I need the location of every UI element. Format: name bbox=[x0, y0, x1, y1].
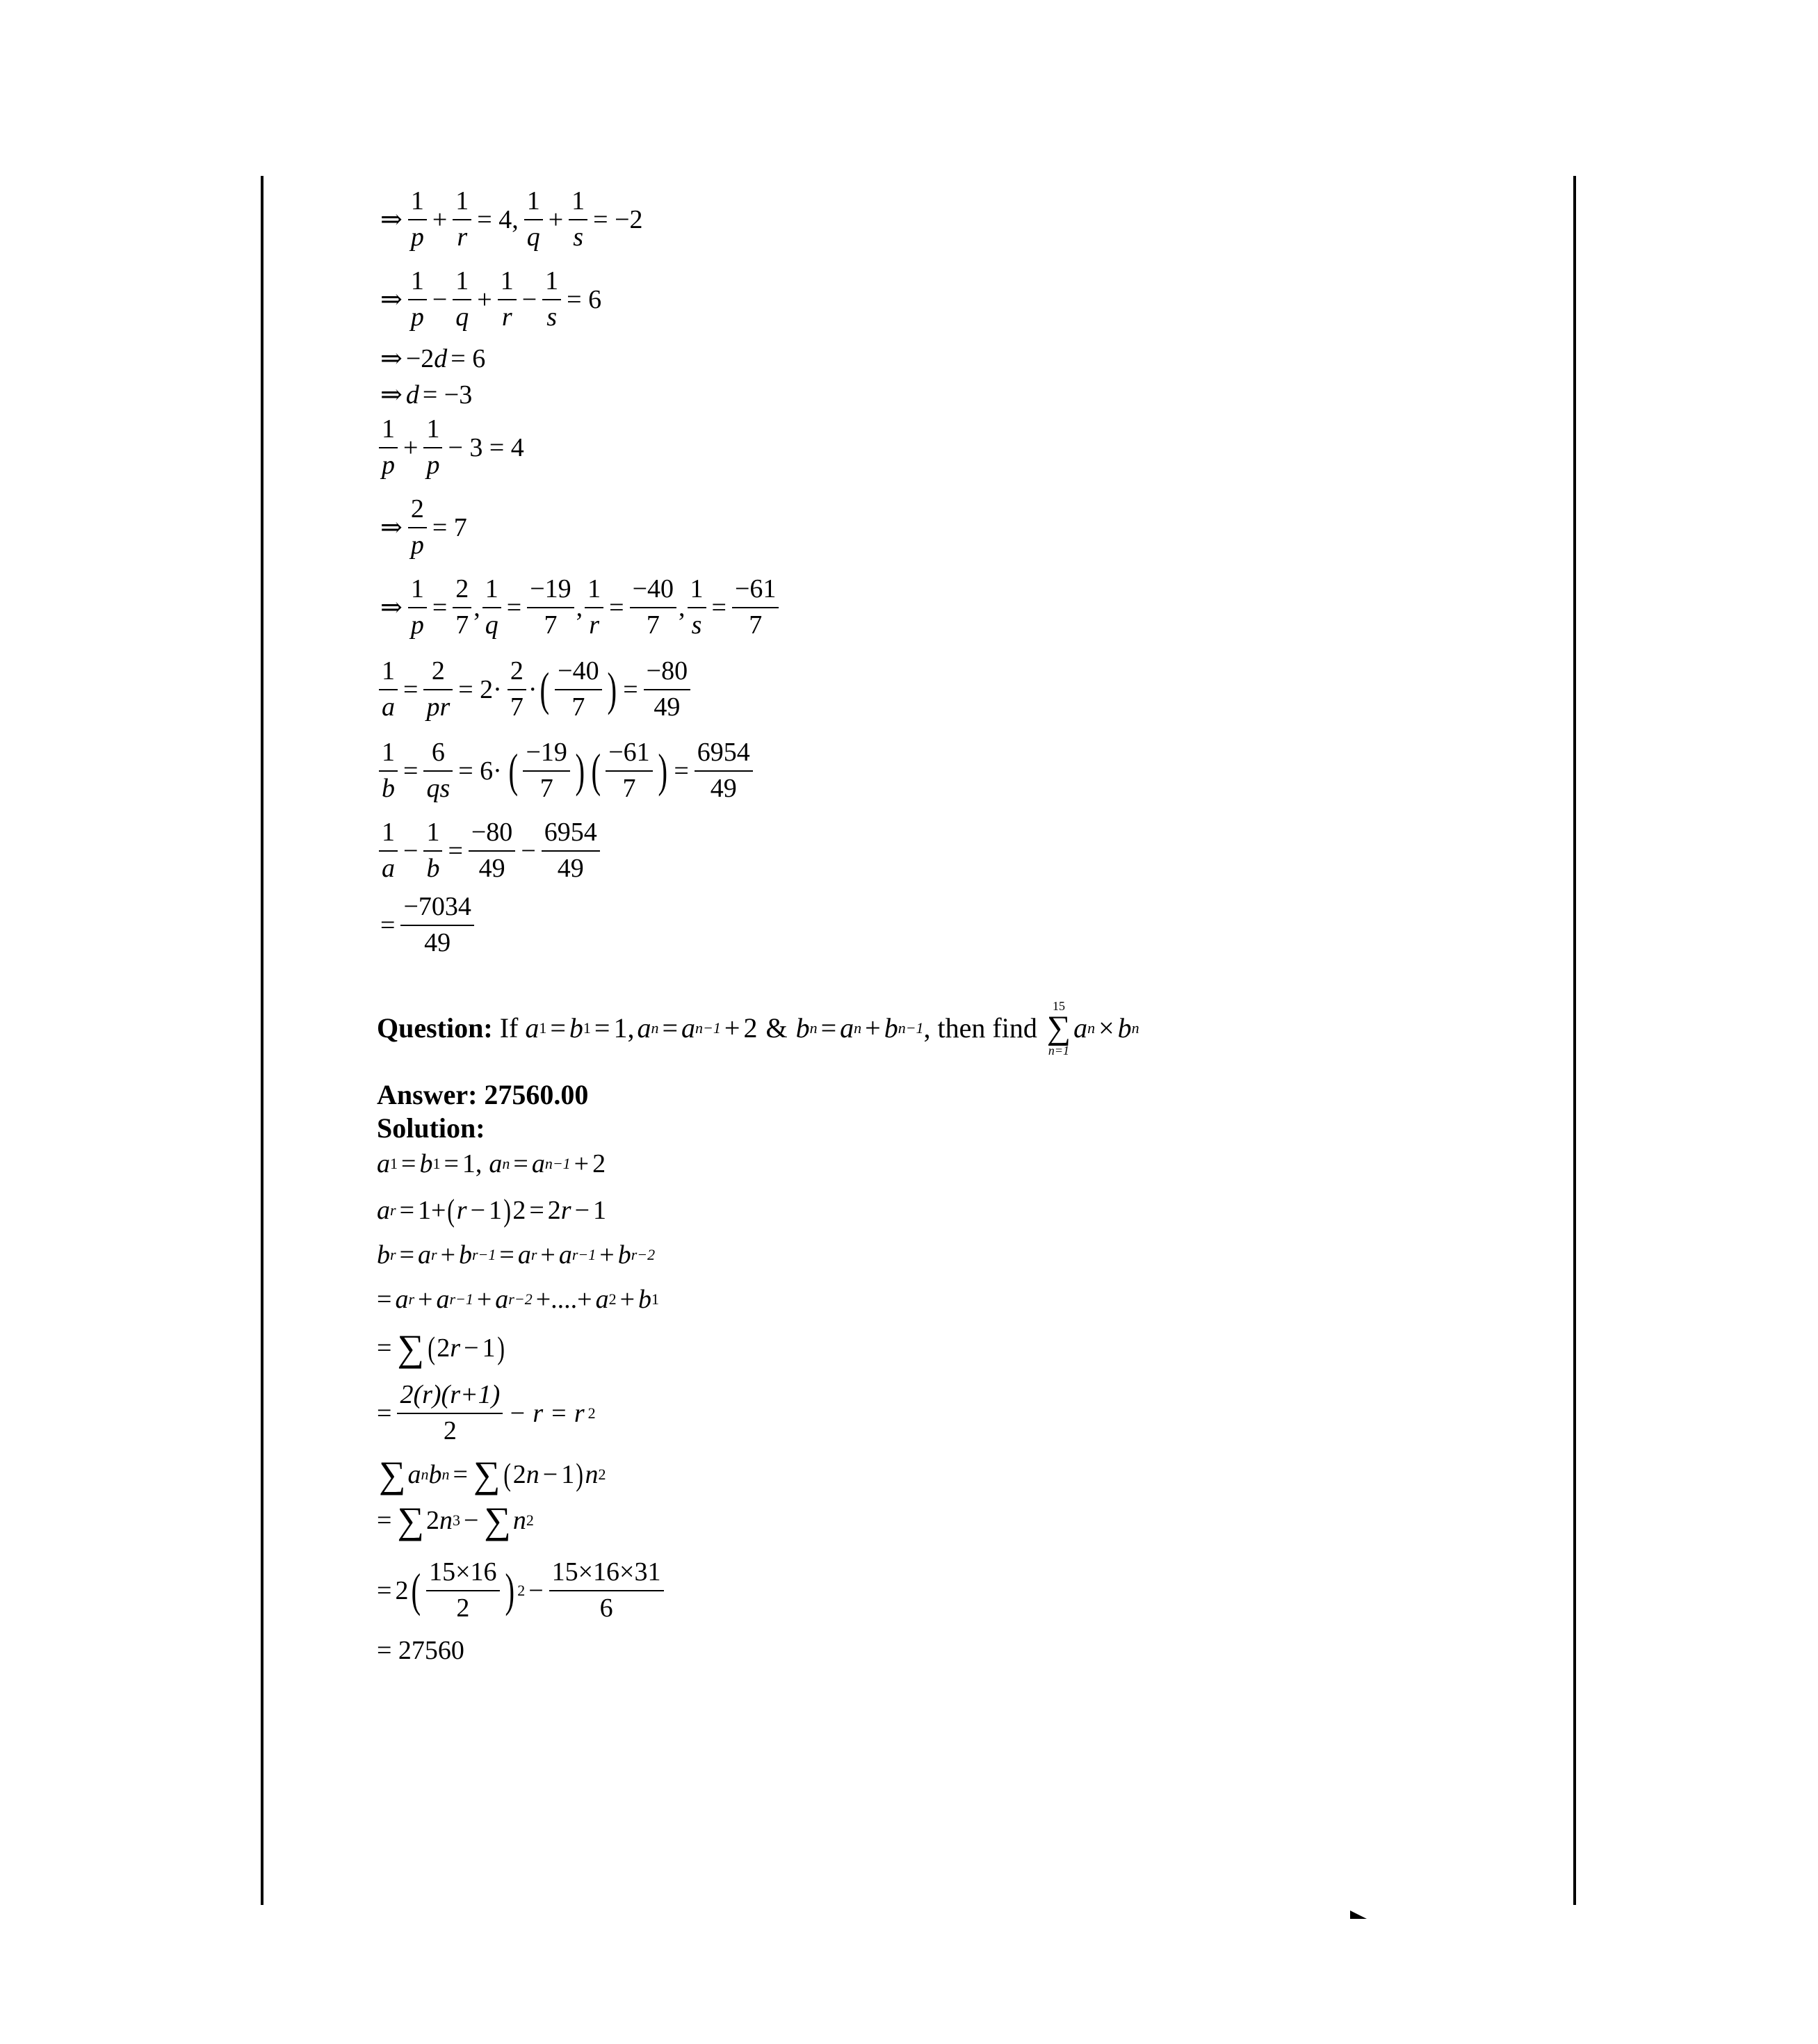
fraction: $\frac{6}{qs}$ bbox=[423, 738, 453, 804]
equation-line-1: ⇒ $\frac{1}{p}$ + $\frac{1}{r}$ = 4, $\frac{1}{q}$ + $\frac{1}{s}$ = −2 bbox=[377, 186, 647, 252]
left-page-border bbox=[261, 176, 263, 1905]
solution-final bbox=[377, 1637, 464, 1664]
solution-step-5: = ∑ ( 2 r − 1 ) bbox=[377, 1327, 505, 1369]
fraction: $\frac{1}{q}$ bbox=[524, 186, 543, 252]
fraction: $\frac{2}{7}$ bbox=[453, 574, 471, 640]
fraction: $\frac{-80}{49}$ bbox=[644, 656, 690, 722]
fraction: $\frac{2}{pr}$ bbox=[423, 656, 453, 722]
fraction: $\frac{15\times 16\times 31}{6}$ bbox=[549, 1557, 664, 1623]
solution-label: Solution: bbox=[377, 1112, 485, 1144]
fraction: $\frac{1}{r}$ bbox=[453, 186, 471, 252]
implies-icon: ⇒ bbox=[380, 204, 403, 234]
final-result: = 27560 bbox=[377, 1636, 464, 1665]
implies-icon: ⇒ bbox=[380, 380, 403, 409]
solution-step-8: = ∑ 2 n 3 − ∑ n 2 bbox=[377, 1500, 534, 1541]
implies-icon: ⇒ bbox=[380, 344, 403, 373]
fraction: $\frac{1}{a}$ bbox=[379, 818, 398, 884]
fraction: $\frac{-61}{7}$ bbox=[732, 574, 779, 640]
fraction: $\frac{-40}{7}$ bbox=[630, 574, 676, 640]
solution-label-line bbox=[377, 1114, 485, 1142]
answer-value: 27560.00 bbox=[484, 1079, 589, 1110]
fraction: $\frac{1}{b}$ bbox=[379, 738, 398, 804]
fraction: $\frac{1}{r}$ bbox=[498, 266, 517, 332]
summation-icon: ∑ bbox=[379, 1454, 406, 1495]
solution-step-3: b r = a r + b r−1 = a r + a r−1 + b r−2 bbox=[377, 1240, 656, 1270]
equation-line-4: ⇒ d = −3 bbox=[377, 382, 476, 408]
equation-line-11: = $\frac{-7034}{49}$ bbox=[377, 892, 476, 958]
fraction: $\frac{1}{s}$ bbox=[569, 186, 587, 252]
fraction: $\frac{-7034}{49}$ bbox=[400, 892, 473, 958]
equation-line-2: ⇒ $\frac{1}{p}$ − $\frac{1}{q}$ + $\frac{1}{r}$ − $\frac{1}{s}$ = 6 bbox=[377, 266, 605, 332]
fraction: $\frac{2(r)(r+1)}{2}$ bbox=[397, 1380, 503, 1446]
fraction: $\frac{1}{b}$ bbox=[423, 818, 442, 884]
solution-step-1: a 1 = b 1 = 1, a n = a n−1 + 2 bbox=[377, 1149, 606, 1178]
fraction: $\frac{1}{p}$ bbox=[379, 414, 398, 480]
right-page-border bbox=[1573, 176, 1576, 1905]
equation-line-8: $\frac{1}{a}$ = $\frac{2}{pr}$ = 2· $\frac{2}{7}$ · ( $\frac{-40}{7}$ ) = $\frac{-80}{49}$ bbox=[377, 656, 692, 722]
summation-icon: ∑ bbox=[397, 1500, 424, 1541]
summation-icon: ∑ bbox=[484, 1500, 511, 1541]
fraction: $\frac{1}{p}$ bbox=[408, 574, 427, 640]
summation-icon: ∑ bbox=[473, 1454, 501, 1495]
fraction: $\frac{1}{p}$ bbox=[408, 186, 427, 252]
equation-line-5: $\frac{1}{p}$ + $\frac{1}{p}$ − 3 = 4 bbox=[377, 414, 528, 480]
equation-line-7: ⇒ $\frac{1}{p}$ = $\frac{2}{7}$ , $\frac{1}{q}$ = $\frac{-19}{7}$ , $\frac{1}{r}$ = $\frac{-40}{7}$ , $\frac{1}{s}$ = $\frac{-61}{7}$ bbox=[377, 574, 781, 640]
fraction: $\frac{1}{s}$ bbox=[542, 266, 561, 332]
solution-step-6: = $\frac{2(r)(r+1)}{2}$ − r = r 2 bbox=[377, 1380, 596, 1445]
fraction: $\frac{1}{r}$ bbox=[585, 574, 603, 640]
equation-line-9: $\frac{1}{b}$ = $\frac{6}{qs}$ = 6· ( $\frac{-19}{7}$ ) ( $\frac{-61}{7}$ ) = $\frac{6954}{49}$ bbox=[377, 738, 755, 804]
question-label: Question: bbox=[377, 1012, 493, 1044]
equation-line-10: $\frac{1}{a}$ − $\frac{1}{b}$ = $\frac{-80}{49}$ − $\frac{6954}{49}$ bbox=[377, 818, 602, 884]
fraction: $\frac{2}{7}$ bbox=[508, 656, 526, 722]
implies-icon: ⇒ bbox=[380, 284, 403, 314]
equation-line-3: ⇒ −2 d = 6 bbox=[377, 346, 489, 372]
implies-icon: ⇒ bbox=[380, 592, 403, 622]
solution-step-2: a r = 1+ ( r − 1 ) 2 = 2 r − 1 bbox=[377, 1192, 606, 1228]
fraction: $\frac{1}{q}$ bbox=[482, 574, 501, 640]
answer-label: Answer: bbox=[377, 1079, 478, 1110]
solution-step-9: = 2 ( $\frac{15\times 16}{2}$ ) 2 − $\frac{15\times 16\times 31}{6}$ bbox=[377, 1557, 666, 1623]
fraction: $\frac{2}{p}$ bbox=[408, 494, 427, 560]
page-corner-marker-icon bbox=[1350, 1911, 1367, 1919]
fraction: $\frac{-19}{7}$ bbox=[523, 738, 569, 804]
fraction: $\frac{1}{p}$ bbox=[408, 266, 427, 332]
solution-step-7: ∑ a n b n = ∑ ( 2 n − 1 ) n 2 bbox=[377, 1456, 606, 1493]
equation-line-6: ⇒ $\frac{2}{p}$ = 7 bbox=[377, 494, 471, 560]
fraction: $\frac{1}{a}$ bbox=[379, 656, 398, 722]
fraction: $\frac{-61}{7}$ bbox=[606, 738, 652, 804]
summation-symbol: 15 ∑ n=1 bbox=[1046, 999, 1071, 1057]
fraction: $\frac{6954}{49}$ bbox=[695, 738, 753, 804]
question-line: Question: If a 1 = b 1 = 1, a n = a n−1 + 2 & b n = a n + b n−1 , then find 15 ∑ n=1 a n × b n bbox=[377, 999, 1139, 1057]
fraction: $\frac{1}{q}$ bbox=[453, 266, 471, 332]
fraction: $\frac{1}{s}$ bbox=[688, 574, 706, 640]
implies-icon: ⇒ bbox=[380, 512, 403, 542]
summation-icon: ∑ bbox=[397, 1327, 424, 1369]
solution-step-4: = a r + a r−1 + a r−2 +....+ a 2 + b 1 bbox=[377, 1285, 660, 1314]
fraction: $\frac{-19}{7}$ bbox=[527, 574, 574, 640]
fraction: $\frac{-80}{49}$ bbox=[469, 818, 515, 884]
fraction: $\frac{6954}{49}$ bbox=[542, 818, 600, 884]
fraction: $\frac{-40}{7}$ bbox=[555, 656, 601, 722]
fraction: $\frac{15\times 16}{2}$ bbox=[426, 1557, 499, 1623]
answer-line bbox=[377, 1081, 588, 1109]
fraction: $\frac{1}{p}$ bbox=[423, 414, 442, 480]
